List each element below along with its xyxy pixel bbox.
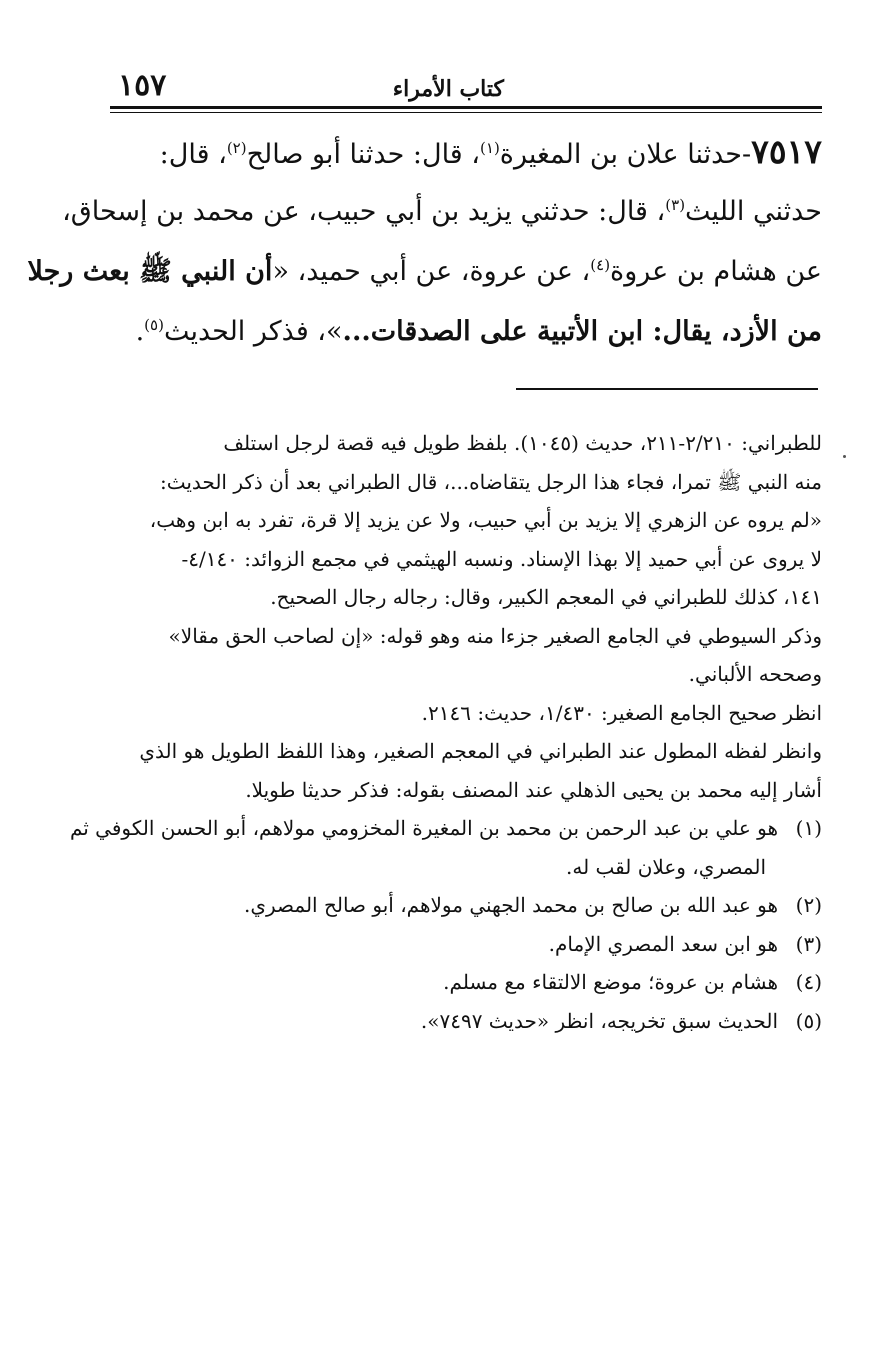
hadith-text [27, 122, 822, 362]
footnote-ref-4[interactable]: (٤) [590, 256, 611, 274]
hadith-number: ٧٥١٧ [751, 132, 822, 171]
footnote-number: (٢) [795, 893, 822, 917]
hadith-text-segment: عن هشام بن عروة [610, 256, 822, 287]
footnote-intro-line: «لم يروه عن الزهري إلا يزيد بن أبي حبيب، ولا عن يزيد إلا قرة، تفرد به ابن وهب، [149, 508, 822, 532]
footnote-3 [100, 925, 822, 964]
scan-speck [843, 455, 846, 458]
page-header [110, 62, 822, 106]
footnote-number: (٤) [795, 970, 822, 994]
footnote-intro-line: لا يروى عن أبي حميد إلا بهذا الإسناد. ونسبه الهيثمي في مجمع الزوائد: ٤/١٤٠- [181, 546, 822, 571]
hadith-text-segment: -حدثنا علان بن المغيرة [499, 139, 752, 170]
footnote-4 [100, 963, 822, 1002]
hadith-matn-bold: من الأزد، يقال: ابن الأتبية على الصدقات... [342, 316, 822, 347]
hadith-text-segment: ، قال: حدثني يزيد بن أبي حبيب، عن محمد بن إسحاق، [62, 196, 666, 227]
footnote-text: هو عبد الله بن صالح بن محمد الجهني مولاهم، أبو صالح المصري. [243, 893, 778, 917]
footnote-1-continued [100, 848, 822, 887]
hadith-text-segment: ، قال: حدثنا أبو صالح [246, 139, 481, 170]
footnote-separator [516, 388, 818, 390]
footnote-5 [100, 1002, 822, 1041]
footnotes [69, 424, 822, 1040]
footnote-intro-line: انظر صحيح الجامع الصغير: ١/٤٣٠، حديث: ٢١٤٦. [421, 700, 822, 725]
footnote-intro-line: للطبراني: ٢/٢١٠-٢١١، حديث (١٠٤٥). بلفظ طويل فيه قصة لرجل استلف [223, 431, 822, 455]
footnote-text: هو علي بن عبد الرحمن بن محمد بن المغيرة المخزومي مولاهم، أبو الحسن الكوفي ثم [69, 816, 778, 840]
header-rule-thick [110, 106, 822, 109]
footnote-intro-line: منه النبي ﷺ تمرا، فجاء هذا الرجل يتقاضاه...، قال الطبراني بعد أن ذكر الحديث: [159, 469, 822, 494]
footnote-2 [100, 886, 822, 925]
footnote-intro-line: وذكر السيوطي في الجامع الصغير جزءا منه وهو قوله: «إن لصاحب الحق مقالا» [168, 623, 822, 648]
footnote-intro-line: وانظر لفظه المطول عند الطبراني في المعجم الصغير، وهذا اللفظ الطويل هو الذي [139, 739, 822, 763]
hadith-text-segment: . [135, 316, 145, 347]
hadith-text-segment: حدثني الليث [685, 196, 822, 227]
header-rule-thin [110, 112, 822, 113]
hadith-text-segment: »، فذكر الحديث [163, 316, 343, 347]
footnote-intro-line: أشار إليه محمد بن يحيى الذهلي عند المصنف بقوله: فذكر حديثا طويلا. [245, 777, 822, 802]
page-number: ١٥٧ [118, 68, 167, 103]
footnote-intro-line: وصححه الألباني. [688, 662, 822, 686]
footnote-text: هو ابن سعد المصري الإمام. [548, 931, 778, 956]
footnote-ref-3[interactable]: (٣) [665, 196, 686, 214]
hadith-line-1 [100, 122, 822, 182]
footnote-ref-1[interactable]: (١) [480, 139, 500, 157]
hadith-matn-bold: أن النبي ﷺ بعث رجلا [27, 256, 273, 287]
footnote-text: الحديث سبق تخريجه، انظر «حديث ٧٤٩٧». [420, 1008, 778, 1033]
hadith-line-2 [62, 182, 822, 242]
footnote-ref-5[interactable]: (٥) [144, 316, 164, 334]
footnote-text: المصري، وعلان لقب له. [565, 854, 766, 879]
footnote-text: هشام بن عروة؛ موضع الالتقاء مع مسلم. [443, 970, 778, 994]
footnote-number: (٥) [795, 1008, 822, 1033]
hadith-line-4 [100, 302, 822, 362]
footnote-intro-line: ١٤١، كذلك للطبراني في المعجم الكبير، وقال: رجاله رجال الصحيح. [270, 585, 822, 609]
hadith-line-3 [27, 242, 822, 302]
footnote-number: (٣) [795, 931, 822, 956]
footnote-number: (١) [795, 816, 822, 840]
hadith-text-segment: ، قال: [159, 139, 227, 170]
book-title: كتاب الأمراء [392, 76, 504, 102]
footnote-1 [69, 809, 822, 848]
footnote-ref-2[interactable]: (٢) [226, 139, 247, 157]
hadith-text-segment: ، عن عروة، عن أبي حميد، « [272, 256, 591, 287]
